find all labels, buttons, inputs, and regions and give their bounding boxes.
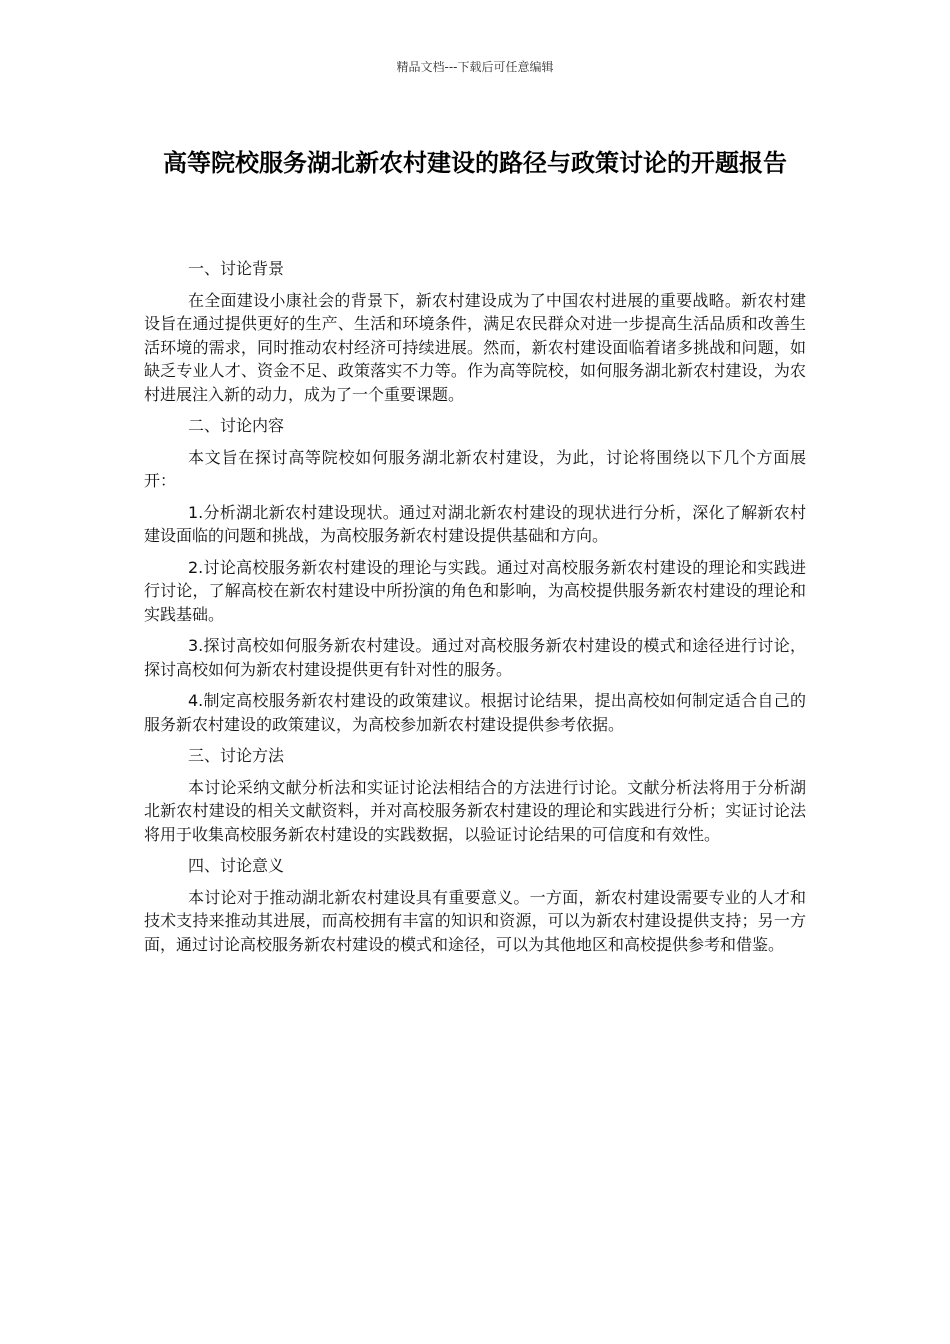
document-title: 高等院校服务湖北新农村建设的路径与政策讨论的开题报告: [163, 149, 787, 177]
paragraph: 本讨论采纳文献分析法和实证讨论法相结合的方法进行讨论。文献分析法将用于分析湖北新农村建设的相关文献资料，并对高校服务新农村建设的理论和实践进行分析；实证讨论法将用于收集高校服务新农村建设的实践数据，以验证讨论结果的可信度和有效性。: [144, 777, 806, 844]
list-item: 4.制定高校服务新农村建设的政策建议。根据讨论结果，提出高校如何制定适合自己的服务新农村建设的政策建议，为高校参加新农村建设提供参考依据。: [144, 691, 806, 734]
section-heading: 一、讨论背景: [188, 259, 285, 278]
section-heading: 二、讨论内容: [188, 416, 285, 435]
list-item: 3.探讨高校如何服务新农村建设。通过对高校服务新农村建设的模式和途径进行讨论，探讨高校如何为新农村建设提供更有针对性的服务。: [144, 636, 806, 679]
section-background: [144, 257, 806, 406]
section-significance: [144, 854, 806, 956]
section-heading: 四、讨论意义: [188, 856, 285, 875]
section-heading: 三、讨论方法: [188, 746, 285, 765]
section-method: [144, 744, 806, 846]
list-item: 1.分析湖北新农村建设现状。通过对湖北新农村建设的现状进行分析，深化了解新农村建设面临的问题和挑战，为高校服务新农村建设提供基础和方向。: [144, 502, 806, 545]
paragraph: 本文旨在探讨高等院校如何服务湖北新农村建设，为此，讨论将围绕以下几个方面展开：: [144, 447, 806, 490]
section-content: [144, 414, 806, 736]
paragraph: 本讨论对于推动湖北新农村建设具有重要意义。一方面，新农村建设需要专业的人才和技术支持来推动其进展，而高校拥有丰富的知识和资源，可以为新农村建设提供支持；另一方面，通过讨论高校服务新农村建设的模式和途径，可以为其他地区和高校提供参考和借鉴。: [144, 887, 806, 954]
paragraph: 在全面建设小康社会的背景下，新农村建设成为了中国农村进展的重要战略。新农村建设旨在通过提供更好的生产、生活和环境条件，满足农民群众对进一步提高生活品质和改善生活环境的需求，同时推动农村经济可持续进展。然而，新农村建设面临着诸多挑战和问题，如缺乏专业人才、资金不足、政策落实不力等。作为高等院校，如何服务湖北新农村建设，为农村进展注入新的动力，成为了一个重要课题。: [144, 290, 806, 404]
header-note: 精品文档---下载后可任意编辑: [396, 60, 554, 74]
list-item: 2.讨论高校服务新农村建设的理论与实践。通过对高校服务新农村建设的理论和实践进行讨论，了解高校在新农村建设中所扮演的角色和影响，为高校提供服务新农村建设的理论和实践基础。: [144, 557, 806, 624]
document-body: [144, 257, 806, 964]
